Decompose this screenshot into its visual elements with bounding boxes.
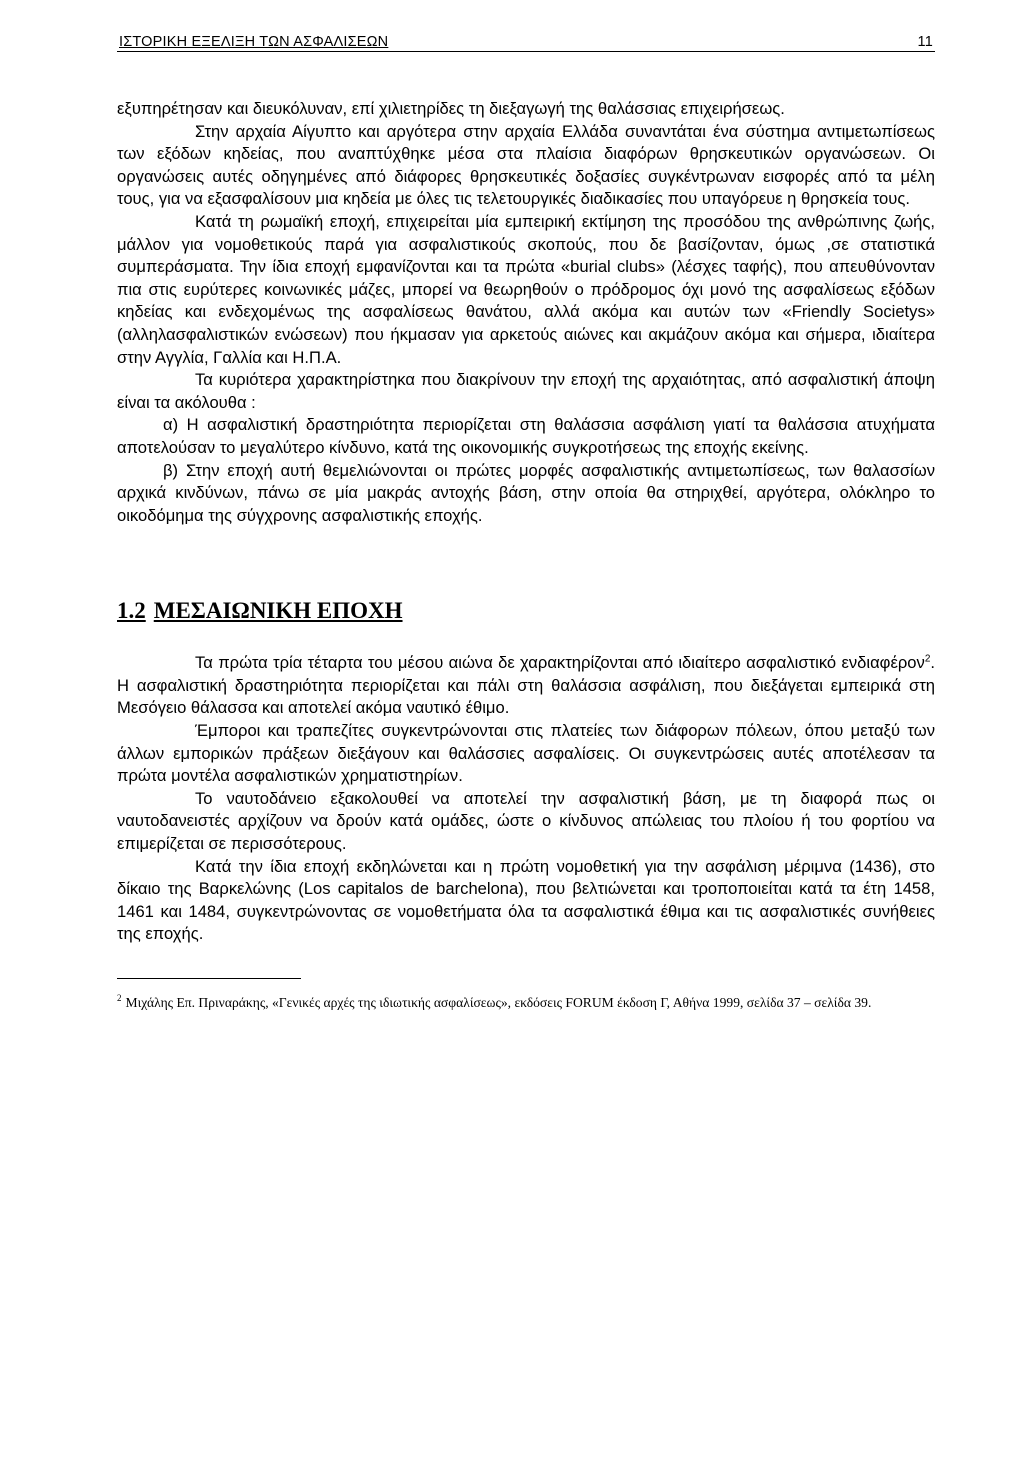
paragraph: εξυπηρέτησαν και διευκόλυναν, επί χιλιετηρίδες τη διεξαγωγή της θαλάσσιας επιχειρήσεως.	[117, 99, 785, 118]
paragraph: Τα κυριότερα χαρακτηρίστηκα που διακρίνουν την εποχή της αρχαιότητας, από ασφαλιστική άποψη είναι τα ακόλουθα :	[117, 370, 935, 412]
page-number: 11	[917, 34, 933, 50]
running-header-title: ΙΣΤΟΡΙΚΗ ΕΞΕΛΙΞΗ ΤΩΝ ΑΣΦΑΛΙΣΕΩΝ	[119, 34, 389, 50]
footnote-marker: 2	[117, 993, 122, 1004]
running-header	[117, 30, 935, 52]
paragraph: Κατά τη ρωμαϊκή εποχή, επιχειρείται μία εμπειρική εκτίμηση της προσόδου της ανθρώπινης ζωής, μάλλον για νομοθετικούς παρά για ασφαλιστικούς σκοπούς, που δε βασίζονταν, όμως ,σε στατιστικά συμπεράσματα. Την ίδια εποχή εμφανίζονται και τα πρώτα «burial clubs» (λέσχες ταφής), που απευθύνονταν πια στις ευρύτερες κοινωνικές μάζες, μπορεί να θεωρηθούν ο πρόδρομος όχι μονό της ασφαλίσεως εξόδων κηδείας και ενδεχομένως της ασφαλίσεως θανάτου, αλλά ακόμα και αυτών των «Friendly Societys» (αλληλασφαλιστικών ενώσεων) που ήκμασαν για αρκετούς αιώνες και ακμάζουν ακόμα και σήμερα, ιδιαίτερα στην Αγγλία, Γαλλία και Η.Π.Α.	[117, 211, 935, 367]
main-text	[117, 98, 935, 946]
footnote-text: Μιχάλης Επ. Πριναράκης, «Γενικές αρχές της ιδιωτικής ασφαλίσεως», εκδόσεις FORUM έκδοση Γ, Αθήνα 1999, σελίδα 37 – σελίδα 39.	[125, 995, 872, 1010]
paragraph	[117, 652, 935, 720]
footnotes	[117, 978, 935, 1013]
paragraph: Κατά την ίδια εποχή εκδηλώνεται και η πρώτη νομοθετική για την ασφάλιση μέριμνα (1436), στο δίκαιο της Βαρκελώνης (Los capitalos de barchelona), που βελτιώνεται και τροποποιείται κατά τα έτη 1458, 1461 και 1484, συγκεντρώνοντας σε νομοθετήματα όλα τα ασφαλιστικά έθιμα και τις ασφαλιστικές συνήθειες της εποχής.	[117, 856, 935, 944]
section-number: 1.2	[117, 598, 146, 624]
footnote-reference[interactable]: 2	[924, 653, 931, 665]
paragraph-text: . Η ασφαλιστική δραστηριότητα περιορίζεται και πάλι στη θαλάσσια ασφάλιση, που διεξάγεται εμπειρικά στη Μεσόγειο θάλασσα και αποτελεί ακόμα ναυτικό έθιμο.	[117, 653, 935, 718]
section-heading	[117, 597, 935, 625]
list-item: α) Η ασφαλιστική δραστηριότητα περιορίζεται στη θαλάσσια ασφάλιση γιατί τα θαλάσσια ατυχήματα αποτελούσαν το μεγαλύτερο κίνδυνο, κατά της οικονομικής συγκροτήσεως της εποχής εκείνης.	[117, 415, 935, 457]
paragraph-text: Τα πρώτα τρία τέταρτα του μέσου αιώνα δε χαρακτηρίζονται από ιδιαίτερο ασφαλιστικό ενδιαφέρον	[195, 653, 925, 673]
section-title: ΜΕΣΑΙΩΝΙΚΗ ΕΠΟΧΗ	[153, 598, 403, 624]
paragraph: Το ναυτοδάνειο εξακολουθεί να αποτελεί την ασφαλιστική βάση, με τη διαφορά πως οι ναυτοδανειστές αρχίζουν να δρούν κατά ομάδες, ώστε ο κίνδυνος απώλειας του πλοίου ή του φορτίου να επιμερίζεται σε περισσότερους.	[117, 788, 935, 854]
footnote	[117, 992, 935, 1013]
list-item: β) Στην εποχή αυτή θεμελιώνονται οι πρώτες μορφές ασφαλιστικής αντιμετωπίσεως, των θαλασσίων αρχικά κινδύνων, πάνω σε μία μακράς αντοχής βάση, στην οποία θα στηριχθεί, αργότερα, ολόκληρο το οικοδόμημα της σύγχρονης ασφαλιστικής εποχής.	[117, 460, 935, 525]
document-page	[117, 30, 935, 1013]
paragraph: Έμποροι και τραπεζίτες συγκεντρώνονται στις πλατείες των διάφορων πόλεων, όπου μεταξύ των άλλων εμπορικών πράξεων διεξάγουν και θαλάσσιες ασφαλίσεις. Οι συγκεντρώσεις αυτές αποτέλεσαν τα πρώτα μοντέλα ασφαλιστικών χρηματιστηρίων.	[117, 721, 935, 786]
paragraph: Στην αρχαία Αίγυπτο και αργότερα στην αρχαία Ελλάδα συναντάται ένα σύστημα αντιμετωπίσεως των εξόδων κηδείας, που αναπτύχθηκε μέσα στα πλαίσια διαφόρων θρησκευτικών οργανώσεων. Οι οργανώσεις αυτές οδηγημένες από διάφορες θρησκευτικές δοξασίες συγκέντρωναν εισφορές από τα μέλη τους, για να εξασφαλίσουν μια κηδεία με όλες τις τελετουργικές διαδικασίες που υπαγόρευε η θρησκεία τους.	[117, 121, 935, 209]
